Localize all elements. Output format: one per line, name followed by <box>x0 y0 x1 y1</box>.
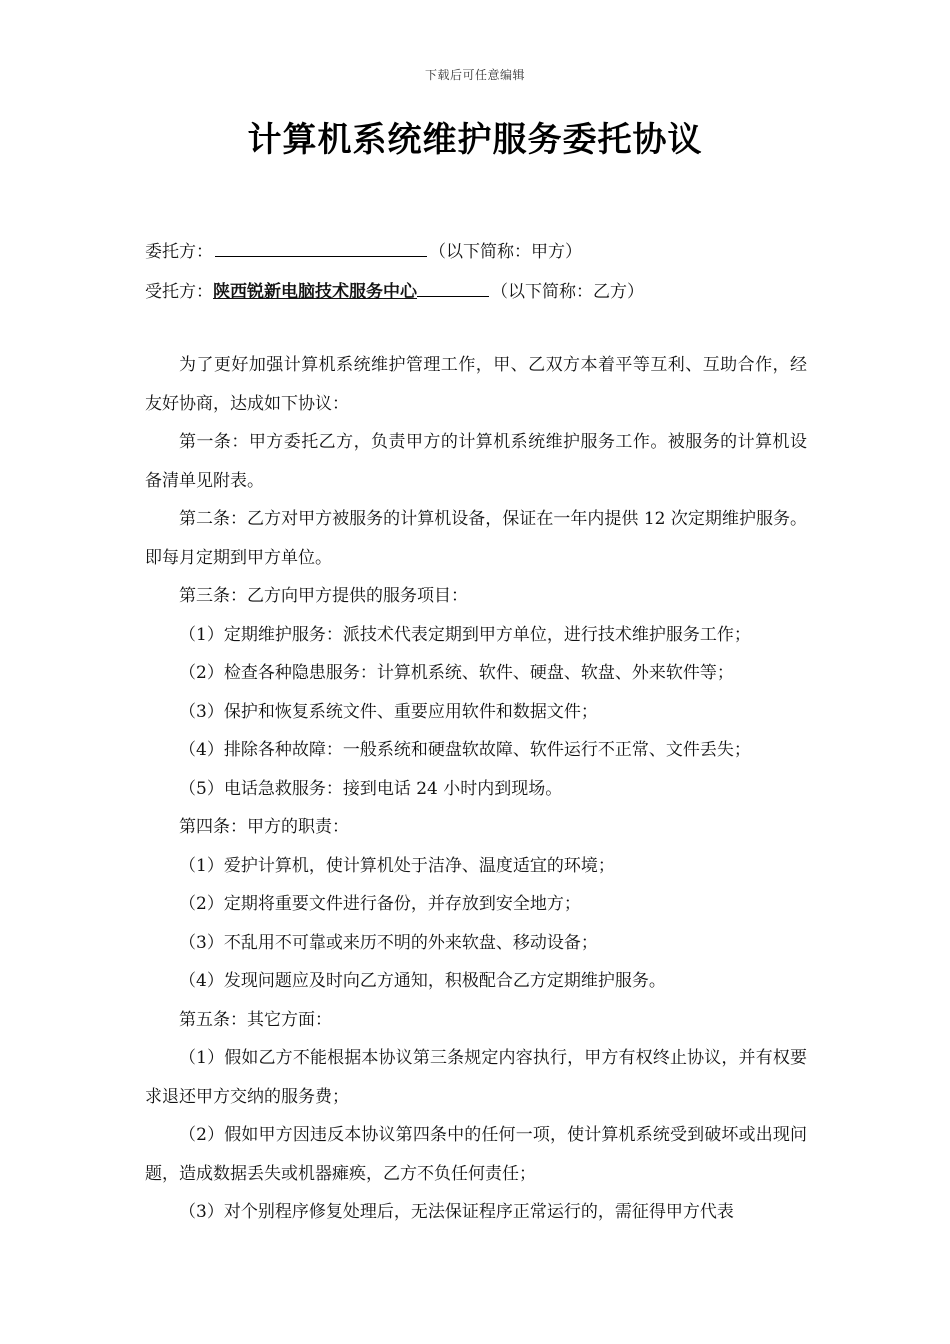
article-5-item-2: （2）假如甲方因违反本协议第四条中的任何一项，使计算机系统受到破坏或出现问题，造成数据丢失或机器瘫痪，乙方不负任何责任； <box>145 1125 807 1184</box>
article-5-item-3: （3）对个别程序修复处理后，无法保证程序正常运行的，需征得甲方代表 <box>179 1202 734 1222</box>
article-3-heading: 第三条：乙方向甲方提供的服务项目： <box>179 586 468 606</box>
agreement-body <box>145 346 807 1232</box>
client-suffix: （以下简称：甲方） <box>429 242 582 262</box>
article-4-item-4: （4）发现问题应及时向乙方通知，积极配合乙方定期维护服务。 <box>179 971 666 991</box>
article-4-item-3: （3）不乱用不可靠或来历不明的外来软盘、移动设备； <box>179 932 598 953</box>
document-title: 计算机系统维护服务委托协议 <box>247 120 703 160</box>
provider-name-blank <box>417 278 489 297</box>
article-2: 第二条：乙方对甲方被服务的计算机设备，保证在一年内提供 12 次定期维护服务。即每月定期到甲方单位。 <box>145 509 807 568</box>
article-5-heading: 第五条：其它方面： <box>179 1009 332 1030</box>
article-1: 第一条：甲方委托乙方，负责甲方的计算机系统维护服务工作。被服务的计算机设备清单见附表。 <box>145 432 807 491</box>
article-3-item-5: （5）电话急救服务：接到电话 24 小时内到现场。 <box>179 778 563 799</box>
article-4-item-2: （2）定期将重要文件进行备份，并存放到安全地方； <box>179 894 581 914</box>
article-3-item-4: （4）排除各种故障：一般系统和硬盘软故障、软件运行不正常、文件丢失； <box>179 740 751 760</box>
article-3-item-2: （2）检查各种隐患服务：计算机系统、软件、硬盘、软盘、外来软件等； <box>179 663 734 683</box>
article-3-item-3: （3）保护和恢复系统文件、重要应用软件和数据文件； <box>179 701 598 722</box>
client-name-blank[interactable] <box>215 238 427 257</box>
header-note: 下载后可任意编辑 <box>424 68 525 82</box>
client-label: 委托方： <box>145 242 213 262</box>
provider-label: 受托方： <box>145 282 213 302</box>
client-party-line <box>145 238 582 264</box>
provider-party-line <box>145 278 644 304</box>
article-5-item-1: （1）假如乙方不能根据本协议第三条规定内容执行，甲方有权终止协议，并有权要求退还甲方交纳的服务费； <box>145 1048 807 1107</box>
intro-paragraph: 为了更好加强计算机系统维护管理工作，甲、乙双方本着平等互利、互助合作，经友好协商，达成如下协议： <box>145 355 807 414</box>
provider-name: 陕西锐新电脑技术服务中心 <box>213 282 417 302</box>
article-3-item-1: （1）定期维护服务：派技术代表定期到甲方单位，进行技术维护服务工作； <box>179 624 751 645</box>
provider-suffix: （以下简称：乙方） <box>491 282 644 302</box>
article-4-item-1: （1）爱护计算机，使计算机处于洁净、温度适宜的环境； <box>179 855 615 876</box>
article-4-heading: 第四条：甲方的职责： <box>179 817 349 837</box>
